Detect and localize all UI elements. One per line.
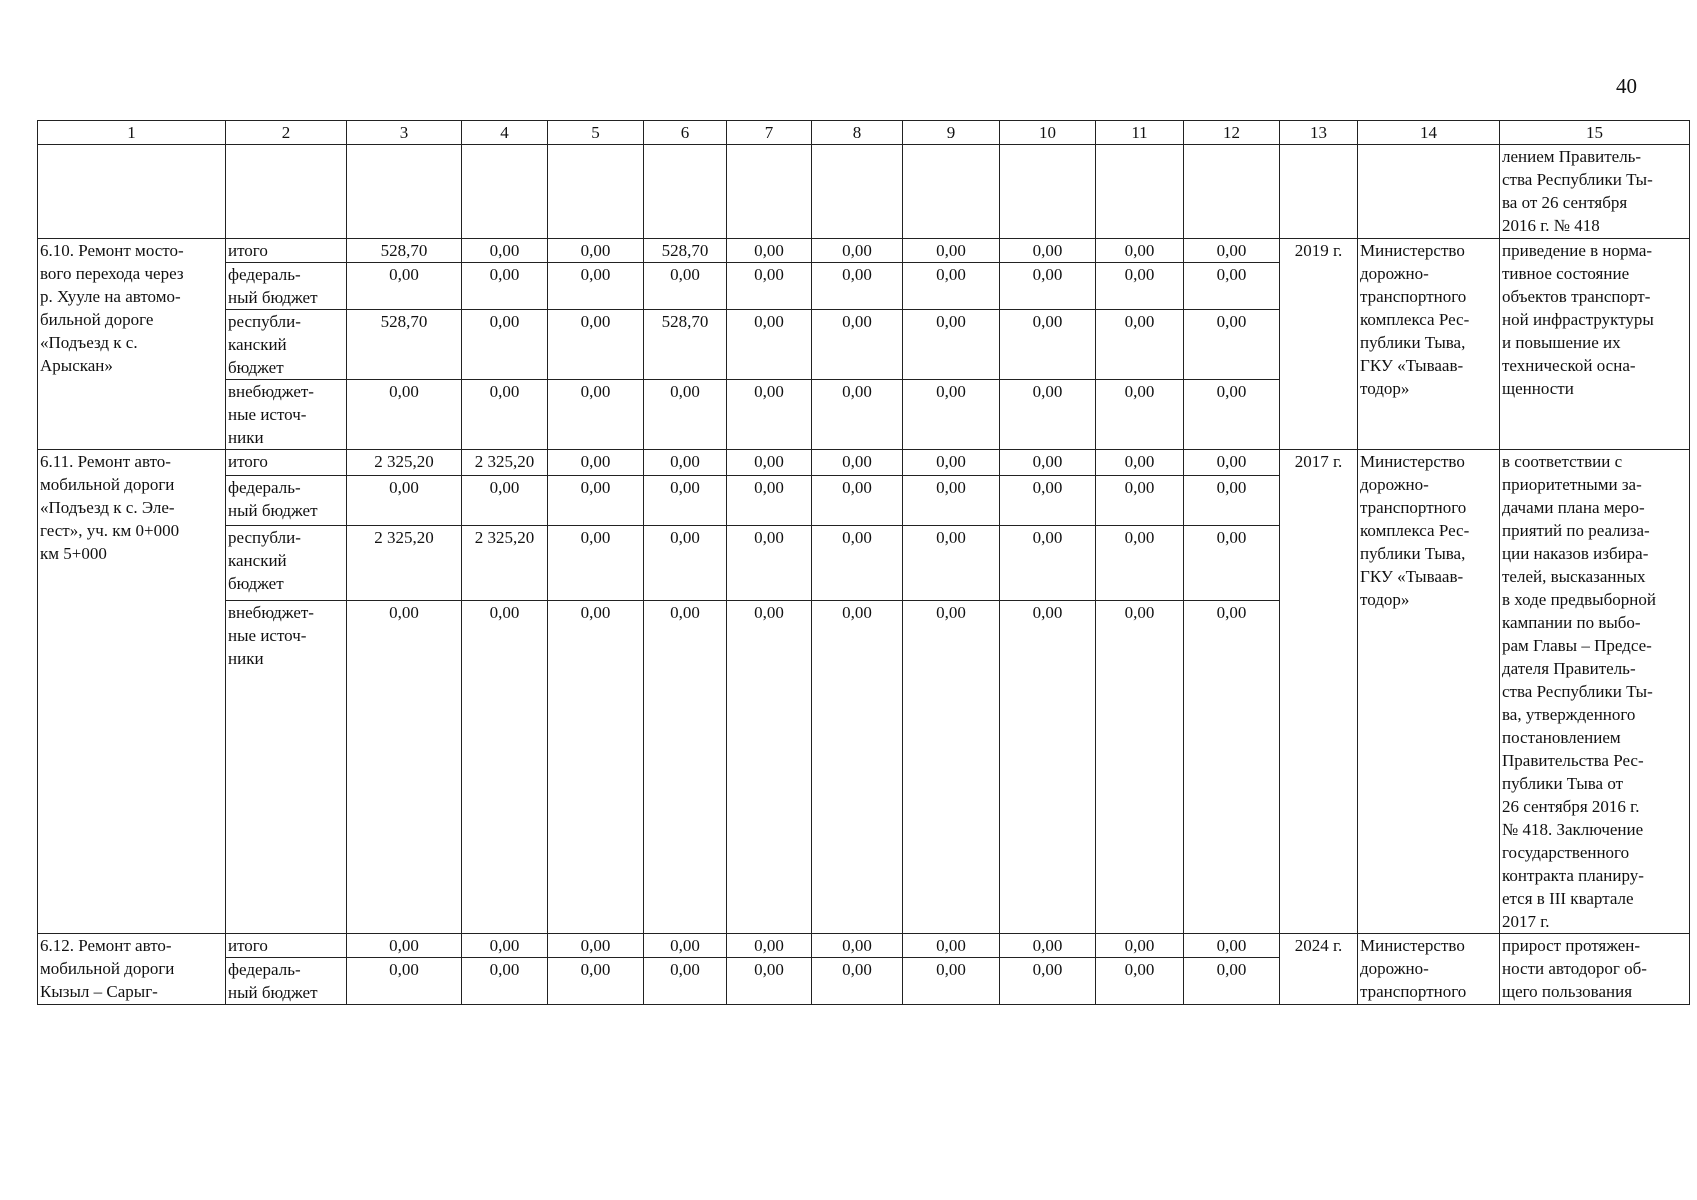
header-cell: 1: [38, 121, 226, 145]
value-cell: 0,00: [1096, 450, 1184, 476]
value-cell: 0,00: [727, 601, 812, 934]
value-cell: 0,00: [1096, 475, 1184, 525]
value-cell: 0,00: [812, 450, 903, 476]
value-cell: 528,70: [347, 310, 462, 380]
program-table: [37, 120, 1690, 1005]
header-cell: 14: [1358, 121, 1500, 145]
value-cell: 0,00: [1096, 239, 1184, 263]
value-cell: 0,00: [1184, 958, 1280, 1005]
value-cell: 0,00: [462, 475, 548, 525]
header-cell: 5: [548, 121, 644, 145]
funding-source-cell: итого: [226, 934, 347, 958]
value-cell: 0,00: [644, 450, 727, 476]
value-cell: 0,00: [727, 380, 812, 450]
funding-source-cell: федераль- ный бюджет: [226, 958, 347, 1005]
value-cell: 0,00: [812, 934, 903, 958]
item-row: [38, 450, 1690, 476]
empty-cell: [1096, 145, 1184, 239]
value-cell: 0,00: [727, 958, 812, 1005]
value-cell: 0,00: [462, 958, 548, 1005]
header-cell: 3: [347, 121, 462, 145]
value-cell: 0,00: [644, 263, 727, 310]
value-cell: 2 325,20: [462, 526, 548, 601]
executor-cell: Министерство дорожно- транспортного: [1358, 934, 1500, 1005]
value-cell: 0,00: [548, 934, 644, 958]
value-cell: 0,00: [903, 263, 1000, 310]
header-cell: 12: [1184, 121, 1280, 145]
value-cell: 0,00: [1000, 239, 1096, 263]
empty-cell: [727, 145, 812, 239]
value-cell: 0,00: [548, 526, 644, 601]
header-cell: 10: [1000, 121, 1096, 145]
value-cell: 0,00: [812, 310, 903, 380]
value-cell: 0,00: [812, 526, 903, 601]
item-name-cell: 6.12. Ремонт авто- мобильной дороги Кызыл – Сарыг-: [38, 934, 226, 1005]
value-cell: 0,00: [548, 958, 644, 1005]
value-cell: 0,00: [462, 310, 548, 380]
value-cell: 0,00: [644, 380, 727, 450]
value-cell: 0,00: [347, 380, 462, 450]
empty-cell: [38, 145, 226, 239]
funding-source-cell: федераль- ный бюджет: [226, 263, 347, 310]
value-cell: 0,00: [812, 239, 903, 263]
value-cell: 0,00: [1000, 263, 1096, 310]
empty-cell: [462, 145, 548, 239]
empty-cell: [347, 145, 462, 239]
value-cell: 0,00: [1184, 526, 1280, 601]
value-cell: 0,00: [903, 601, 1000, 934]
empty-cell: [548, 145, 644, 239]
result-cell: прирост протяжен- ности автодорог об- щего пользования: [1500, 934, 1690, 1005]
value-cell: 0,00: [812, 958, 903, 1005]
value-cell: 0,00: [812, 263, 903, 310]
year-cell: 2017 г.: [1280, 450, 1358, 934]
header-cell: 15: [1500, 121, 1690, 145]
value-cell: 0,00: [462, 263, 548, 310]
value-cell: 0,00: [727, 526, 812, 601]
executor-cell: Министерство дорожно- транспортного комплекса Рес- публики Тыва, ГКУ «Тываав- тодор»: [1358, 239, 1500, 450]
value-cell: 0,00: [548, 263, 644, 310]
value-cell: 0,00: [903, 239, 1000, 263]
empty-cell: [644, 145, 727, 239]
header-cell: 7: [727, 121, 812, 145]
value-cell: 528,70: [644, 239, 727, 263]
value-cell: 0,00: [1000, 526, 1096, 601]
value-cell: 0,00: [1000, 475, 1096, 525]
value-cell: 0,00: [1000, 380, 1096, 450]
value-cell: 0,00: [903, 934, 1000, 958]
value-cell: 0,00: [1096, 263, 1184, 310]
value-cell: 0,00: [1096, 934, 1184, 958]
item-row: [38, 934, 1690, 958]
value-cell: 0,00: [1184, 310, 1280, 380]
value-cell: 0,00: [347, 601, 462, 934]
value-cell: 0,00: [903, 310, 1000, 380]
value-cell: 0,00: [644, 934, 727, 958]
value-cell: 0,00: [1000, 310, 1096, 380]
value-cell: 0,00: [548, 475, 644, 525]
value-cell: 0,00: [903, 380, 1000, 450]
header-cell: 4: [462, 121, 548, 145]
funding-source-cell: внебюджет- ные источ- ники: [226, 601, 347, 934]
result-cell: в соответствии с приоритетными за- дачами плана меро- приятий по реализа- ции наказов избира- телей, высказанных в ходе предвыборной кампании по выбо- рам Главы – Предсе- дателя Правитель- ства Республики Ты- ва, утвержденного постановлением Правительства Рес- публики Тыва от 26 сентября 2016 г. № 418. Заключение государственного контракта планиру- ется в III квартале 2017 г.: [1500, 450, 1690, 934]
value-cell: 0,00: [347, 958, 462, 1005]
header-cell: 2: [226, 121, 347, 145]
header-cell: 6: [644, 121, 727, 145]
item-name-cell: 6.11. Ремонт авто- мобильной дороги «Подъезд к с. Эле- гест», уч. км 0+000 км 5+000: [38, 450, 226, 934]
value-cell: 0,00: [1000, 958, 1096, 1005]
value-cell: 528,70: [644, 310, 727, 380]
funding-source-cell: республи- канский бюджет: [226, 310, 347, 380]
value-cell: 2 325,20: [462, 450, 548, 476]
value-cell: 0,00: [462, 934, 548, 958]
value-cell: 0,00: [347, 934, 462, 958]
value-cell: 0,00: [812, 380, 903, 450]
value-cell: 0,00: [548, 310, 644, 380]
executor-cell: Министерство дорожно- транспортного комплекса Рес- публики Тыва, ГКУ «Тываав- тодор»: [1358, 450, 1500, 934]
header-cell: 8: [812, 121, 903, 145]
value-cell: 0,00: [548, 601, 644, 934]
carryover-row: [38, 145, 1690, 239]
empty-cell: [812, 145, 903, 239]
value-cell: 0,00: [727, 475, 812, 525]
value-cell: 0,00: [644, 958, 727, 1005]
value-cell: 0,00: [1000, 450, 1096, 476]
value-cell: 0,00: [1184, 475, 1280, 525]
value-cell: 0,00: [1184, 239, 1280, 263]
value-cell: 0,00: [1000, 934, 1096, 958]
empty-cell: [1280, 145, 1358, 239]
value-cell: 0,00: [1096, 958, 1184, 1005]
header-cell: 11: [1096, 121, 1184, 145]
carryover-result-cell: лением Правитель- ства Республики Ты- ва от 26 сентября 2016 г. № 418: [1500, 145, 1690, 239]
value-cell: 0,00: [1096, 526, 1184, 601]
item-row: [38, 239, 1690, 263]
funding-source-cell: итого: [226, 450, 347, 476]
header-cell: 9: [903, 121, 1000, 145]
value-cell: 0,00: [727, 263, 812, 310]
value-cell: 0,00: [1096, 380, 1184, 450]
value-cell: 0,00: [903, 526, 1000, 601]
empty-cell: [1358, 145, 1500, 239]
empty-cell: [1184, 145, 1280, 239]
value-cell: 0,00: [462, 601, 548, 934]
page-number: 40: [1616, 74, 1637, 98]
value-cell: 0,00: [644, 475, 727, 525]
value-cell: 0,00: [903, 475, 1000, 525]
value-cell: 0,00: [812, 475, 903, 525]
funding-source-cell: итого: [226, 239, 347, 263]
value-cell: 0,00: [727, 450, 812, 476]
value-cell: 0,00: [1184, 380, 1280, 450]
value-cell: 0,00: [548, 380, 644, 450]
value-cell: 0,00: [1096, 601, 1184, 934]
value-cell: 0,00: [1184, 601, 1280, 934]
value-cell: 2 325,20: [347, 450, 462, 476]
value-cell: 0,00: [727, 934, 812, 958]
value-cell: 0,00: [644, 526, 727, 601]
item-name-cell: 6.10. Ремонт мосто- вого перехода через р. Хууле на автомо- бильной дороге «Подъезд к с. Арыскан»: [38, 239, 226, 450]
value-cell: 0,00: [812, 601, 903, 934]
header-cell: 13: [1280, 121, 1358, 145]
year-cell: 2019 г.: [1280, 239, 1358, 450]
empty-cell: [1000, 145, 1096, 239]
value-cell: 0,00: [462, 239, 548, 263]
value-cell: 0,00: [903, 958, 1000, 1005]
funding-source-cell: внебюджет- ные источ- ники: [226, 380, 347, 450]
value-cell: 0,00: [347, 263, 462, 310]
value-cell: 0,00: [727, 310, 812, 380]
value-cell: 0,00: [462, 380, 548, 450]
year-cell: 2024 г.: [1280, 934, 1358, 1005]
header-row: [38, 121, 1690, 145]
value-cell: 0,00: [347, 475, 462, 525]
value-cell: 0,00: [1000, 601, 1096, 934]
value-cell: 0,00: [548, 450, 644, 476]
value-cell: 0,00: [1096, 310, 1184, 380]
result-cell: приведение в норма- тивное состояние объектов транспорт- ной инфраструктуры и повышение их технической осна- щенности: [1500, 239, 1690, 450]
empty-cell: [903, 145, 1000, 239]
funding-source-cell: федераль- ный бюджет: [226, 475, 347, 525]
value-cell: 0,00: [1184, 934, 1280, 958]
value-cell: 0,00: [903, 450, 1000, 476]
value-cell: 2 325,20: [347, 526, 462, 601]
funding-source-cell: республи- канский бюджет: [226, 526, 347, 601]
value-cell: 0,00: [1184, 450, 1280, 476]
value-cell: 0,00: [727, 239, 812, 263]
value-cell: 0,00: [644, 601, 727, 934]
value-cell: 528,70: [347, 239, 462, 263]
value-cell: 0,00: [548, 239, 644, 263]
empty-cell: [226, 145, 347, 239]
value-cell: 0,00: [1184, 263, 1280, 310]
